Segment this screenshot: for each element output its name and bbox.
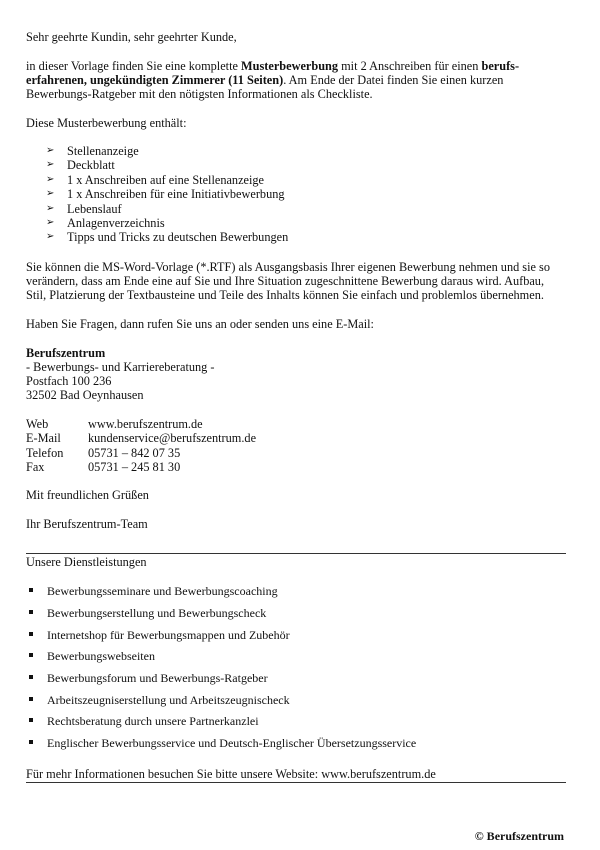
- questions-text: Haben Sie Fragen, dann rufen Sie uns an oder senden uns eine E-Mail:: [26, 316, 374, 331]
- contents-item: [46, 216, 566, 230]
- square-bullet-icon: [29, 740, 33, 744]
- service-item: [26, 671, 566, 693]
- service-item: [26, 693, 566, 715]
- contents-item: [46, 158, 566, 172]
- contents-item: [46, 230, 566, 244]
- contents-item-label: Lebenslauf: [67, 201, 122, 216]
- arrow-bullet-icon: ➢: [46, 216, 55, 228]
- contents-item-label: 1 x Anschreiben für eine Initiativbewerbung: [67, 187, 285, 202]
- square-bullet-icon: [29, 610, 33, 614]
- service-item-label: Bewerbungserstellung und Bewerbungscheck: [47, 605, 267, 620]
- service-item: [26, 606, 566, 628]
- contents-item-label: Anlagenverzeichnis: [67, 215, 165, 230]
- contact-label: E-Mail: [26, 431, 61, 446]
- service-item-label: Bewerbungsseminare und Bewerbungscoaching: [47, 584, 278, 599]
- service-item-label: Bewerbungswebseiten: [47, 649, 155, 664]
- contents-item-label: Stellenanzeige: [67, 144, 139, 158]
- contact-row: [26, 417, 566, 431]
- square-bullet-icon: [29, 588, 33, 592]
- square-bullet-icon: [29, 697, 33, 701]
- contents-item-label: Deckblatt: [67, 158, 115, 173]
- services-list: [26, 584, 566, 758]
- contact-value: 05731 – 842 07 35: [88, 445, 181, 460]
- contact-value: kundenservice@berufszentrum.de: [88, 431, 257, 446]
- arrow-bullet-icon: ➢: [46, 231, 55, 243]
- square-bullet-icon: [29, 718, 33, 722]
- contents-heading: Diese Musterbewerbung enthält:: [26, 116, 187, 130]
- contact-list: [26, 417, 566, 475]
- intro-paragraph: in dieser Vorlage finden Sie eine komplette Musterbewerbung mit 2 Anschreiben für einen berufs-erfahrenen, ungekündigten Zimmerer (11 Seiten). Am Ende der Datei finden Sie einen kurzen Bewerbungs-Ratgeber mit den nötigsten Informationen als Checkliste.: [26, 59, 520, 101]
- more-info: Für mehr Informationen besuchen Sie bitte unsere Website: www.berufszentrum.de: [26, 766, 436, 781]
- service-item: [26, 649, 566, 671]
- service-item: [26, 628, 566, 650]
- contents-item-label: 1 x Anschreiben auf eine Stellenanzeige: [67, 172, 265, 187]
- address-city: 32502 Bad Oeynhausen: [26, 387, 144, 402]
- company-name: Berufszentrum: [26, 345, 106, 360]
- contact-row: [26, 431, 566, 445]
- contact-row: [26, 460, 566, 474]
- arrow-bullet-icon: ➢: [46, 188, 55, 200]
- service-item-label: Bewerbungsforum und Bewerbungs-Ratgeber: [47, 671, 268, 686]
- contents-list: [26, 144, 566, 245]
- document-page: [26, 30, 566, 783]
- service-item-label: Internetshop für Bewerbungsmappen und Zubehör: [47, 627, 290, 642]
- services-heading: Unsere Dienstleistungen: [26, 555, 147, 570]
- contents-item-label: Tipps und Tricks zu deutschen Bewerbungen: [67, 230, 289, 245]
- contact-value: www.berufszentrum.de: [88, 416, 203, 431]
- service-item: [26, 714, 566, 736]
- square-bullet-icon: [29, 632, 33, 636]
- signature: Ihr Berufszentrum-Team: [26, 517, 148, 532]
- arrow-bullet-icon: ➢: [46, 202, 55, 214]
- copyright: © Berufszentrum: [474, 829, 564, 843]
- contact-value: 05731 – 245 81 30: [88, 459, 181, 474]
- contents-item: [46, 144, 566, 158]
- contact-label: Fax: [26, 459, 45, 474]
- address-street: Postfach 100 236: [26, 373, 112, 388]
- company-tagline: - Bewerbungs- und Karriereberatung -: [26, 359, 215, 374]
- contents-item: [46, 187, 566, 201]
- arrow-bullet-icon: ➢: [46, 145, 55, 156]
- service-item-label: Rechtsberatung durch unsere Partnerkanzlei: [47, 714, 259, 729]
- service-item: [26, 584, 566, 606]
- contact-label: Telefon: [26, 445, 64, 460]
- service-item-label: Englischer Bewerbungsservice und Deutsch-Englischer Übersetzungsservice: [47, 736, 417, 751]
- service-item-label: Arbeitszeugniserstellung und Arbeitszeugnischeck: [47, 692, 290, 707]
- service-item: [26, 736, 566, 758]
- contents-item: [46, 202, 566, 216]
- intro-bold-profession: berufs-erfahrenen, ungekündigten Zimmerer (11 Seiten): [26, 59, 520, 87]
- contact-row: [26, 446, 566, 460]
- contents-item: [46, 173, 566, 187]
- contact-label: Web: [26, 416, 49, 431]
- closing: Mit freundlichen Grüßen: [26, 488, 149, 503]
- divider-top: [26, 553, 566, 554]
- arrow-bullet-icon: ➢: [46, 159, 55, 171]
- square-bullet-icon: [29, 675, 33, 679]
- greeting: Sehr geehrte Kundin, sehr geehrter Kunde,: [26, 30, 237, 44]
- usage-paragraph: Sie können die MS-Word-Vorlage (*.RTF) als Ausgangsbasis Ihrer eigenen Bewerbung nehmen und sie so verändern, dass am Ende eine auf Sie und Ihre Situation zugeschnittene Bewerbung daraus wird. Aufbau, Stil, Platzierung der Textbausteine und Teile des Inhalts können Sie einfach und problemlos übernehmen.: [26, 259, 550, 302]
- intro-bold-product: Musterbewerbung: [241, 59, 339, 73]
- square-bullet-icon: [29, 653, 33, 657]
- divider-bottom: [26, 782, 566, 783]
- arrow-bullet-icon: ➢: [46, 173, 55, 185]
